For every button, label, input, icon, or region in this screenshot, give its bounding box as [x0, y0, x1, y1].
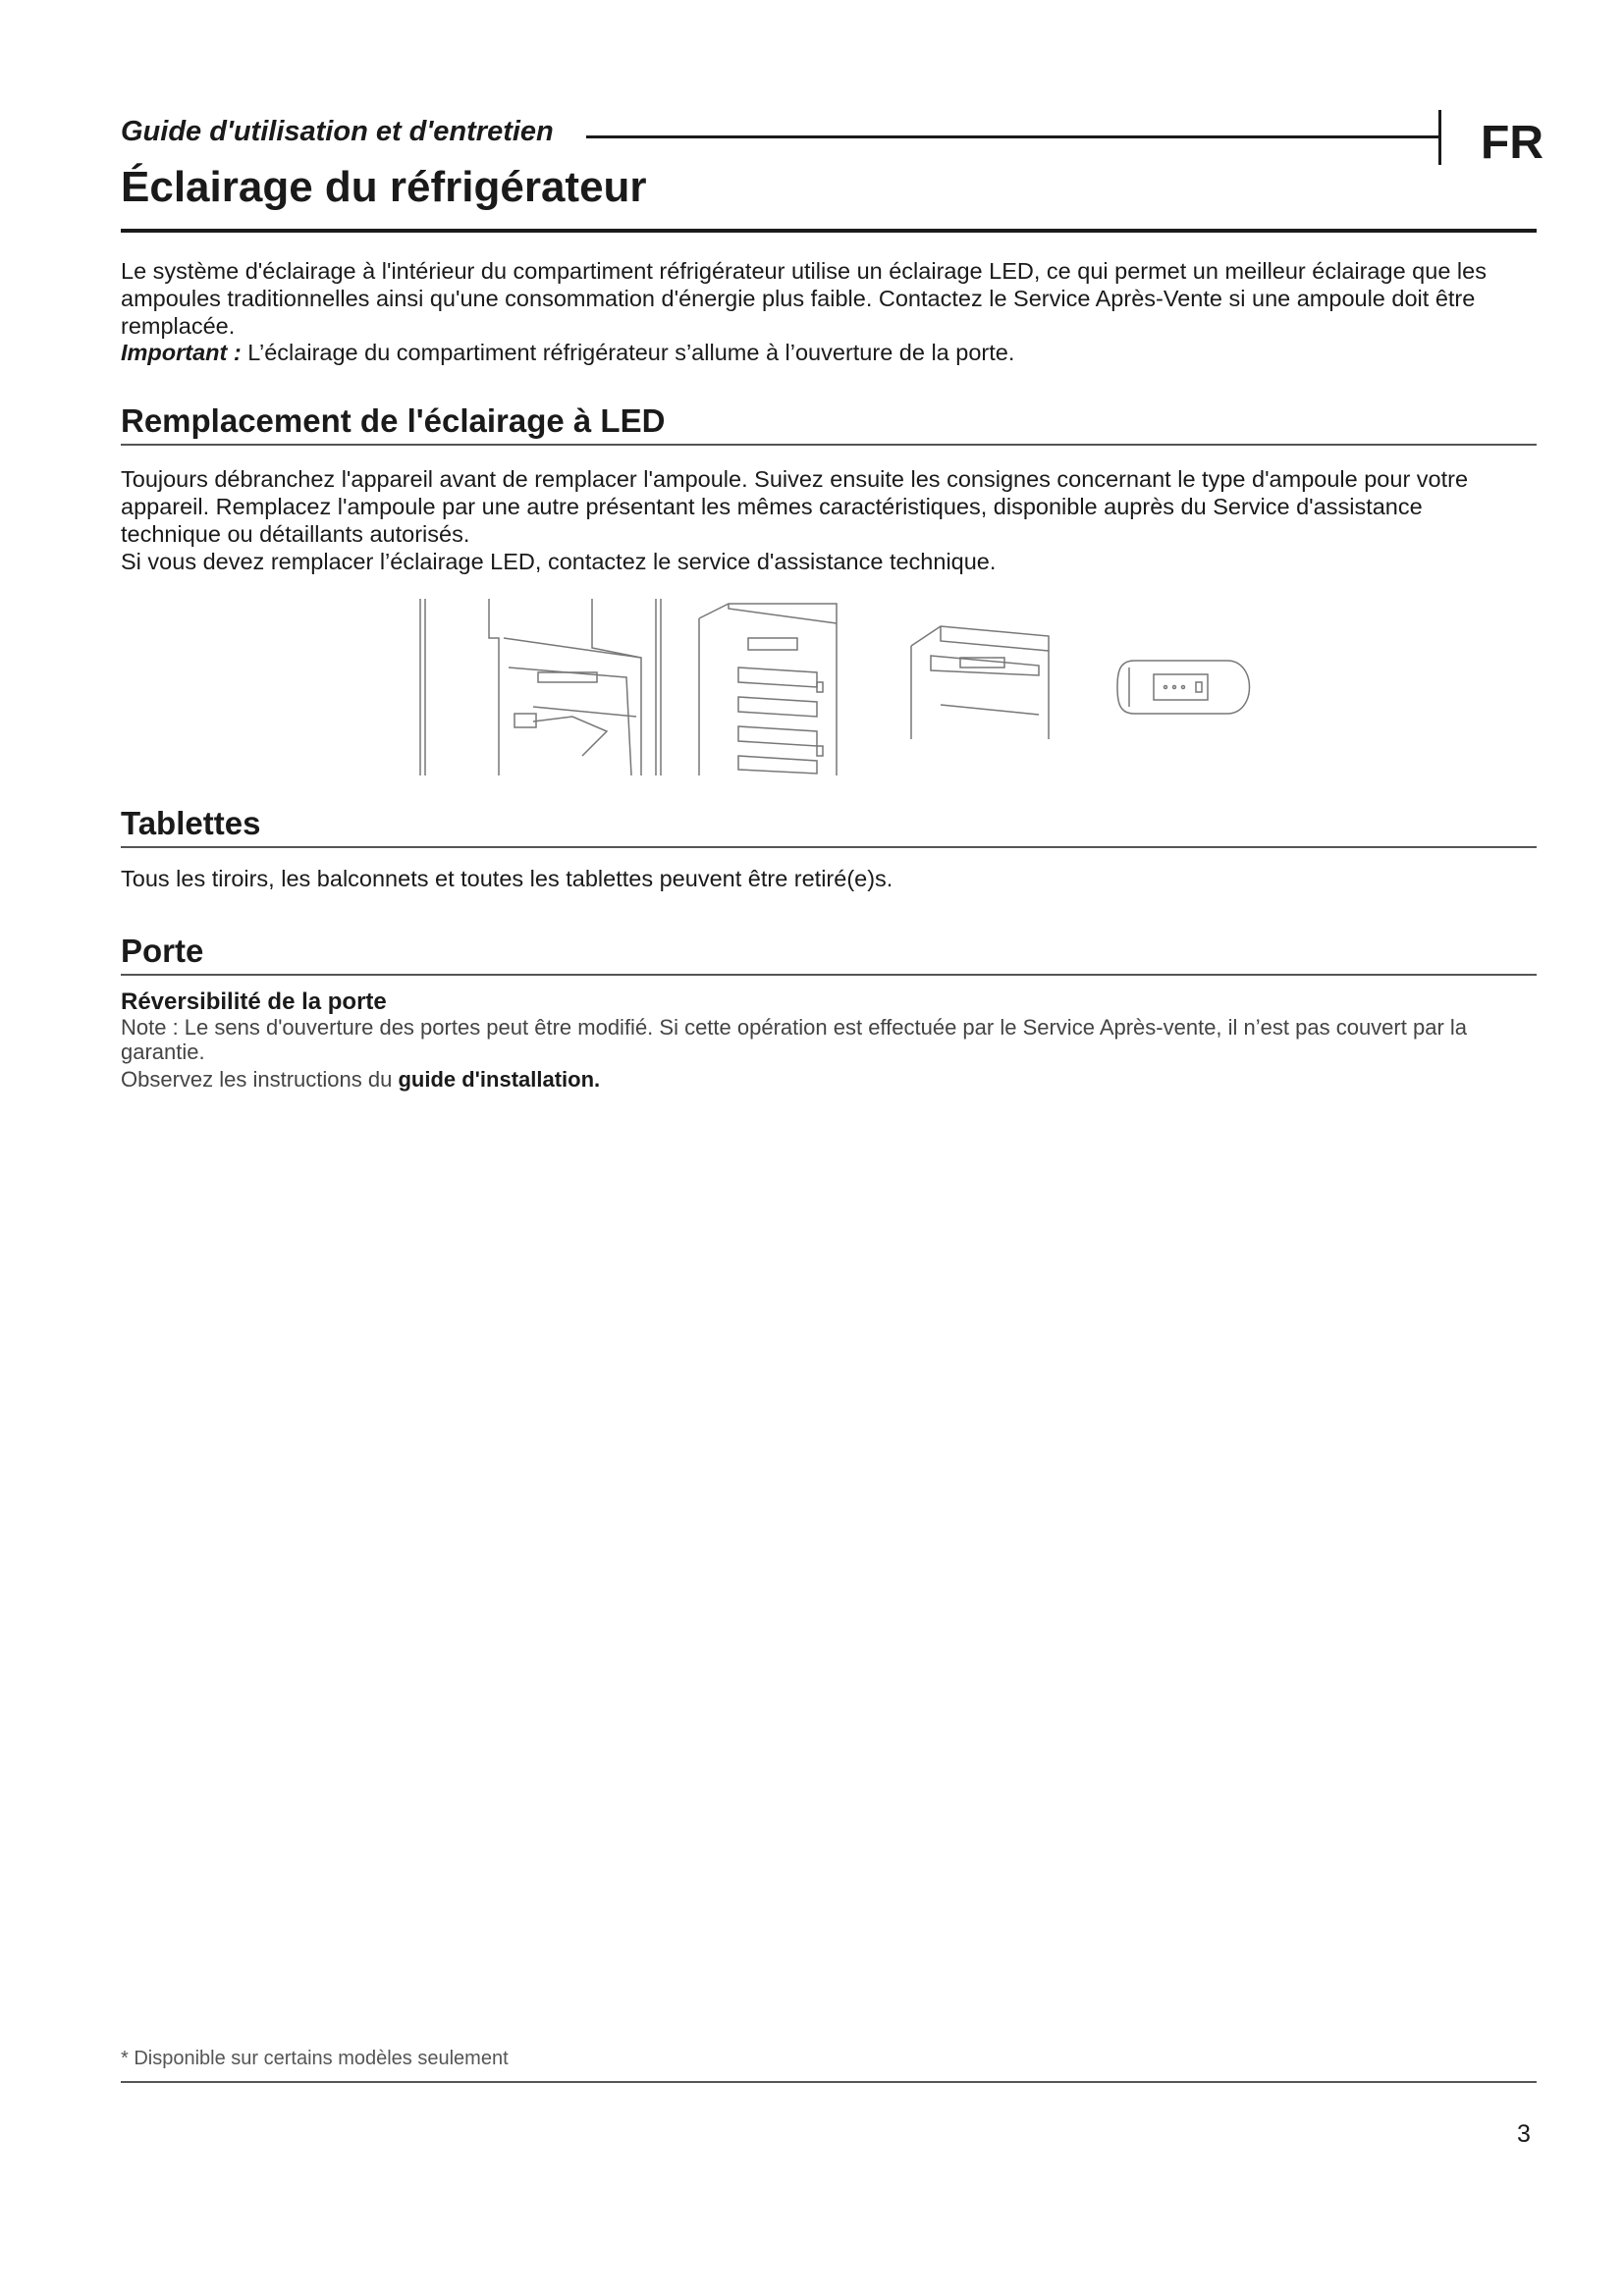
- page-title: Éclairage du réfrigérateur: [121, 163, 647, 211]
- page-number: 3: [1517, 2120, 1531, 2148]
- door-subtitle: Réversibilité de la porte: [121, 988, 387, 1015]
- door-instructions: [121, 1067, 1535, 1092]
- door-note: Note : Le sens d'ouverture des portes peut être modifié. Si cette opération est effectuée par le Service Après-vente, il n’est pas couvert par la garantie.: [121, 1015, 1468, 1064]
- important-text: L’éclairage du compartiment réfrigérateur s’allume à l’ouverture de la porte.: [241, 340, 1015, 365]
- title-rule: [121, 229, 1537, 233]
- door-section-title: Porte: [121, 933, 204, 969]
- shelves-paragraph: Tous les tiroirs, les balconnets et toutes les tablettes peuvent être retiré(e)s.: [121, 866, 893, 891]
- intro-paragraph: Le système d'éclairage à l'intérieur du compartiment réfrigérateur utilise un éclairage LED, ce qui permet un meilleur éclairage que les ampoules traditionnelles ainsi qu'une consommation d'énergie plus faible. Contactez le Service Après-Vente si une ampoule doit être remplacée.: [121, 258, 1487, 339]
- led-module-illustration: [1110, 653, 1267, 721]
- led-section-rule: [121, 444, 1537, 446]
- fridge-interior-illustration: [410, 599, 674, 775]
- led-section-title: Remplacement de l'éclairage à LED: [121, 402, 666, 439]
- header-rule: [586, 135, 1438, 138]
- led-paragraph-2: Si vous devez remplacer l’éclairage LED, contactez le service d'assistance technique.: [121, 549, 997, 574]
- fridge-shelves-illustration: [689, 599, 846, 775]
- instructions-prefix: Observez les instructions du: [121, 1067, 399, 1092]
- shelves-section-title: Tablettes: [121, 805, 261, 841]
- led-cover-removal-illustration: [901, 616, 1068, 744]
- door-section-rule: [121, 974, 1537, 976]
- important-label: Important :: [121, 340, 242, 365]
- footer-rule: [121, 2081, 1537, 2083]
- shelves-section-rule: [121, 846, 1537, 848]
- guide-label: Guide d'utilisation et d'entretien: [121, 116, 554, 147]
- installation-guide-reference: guide d'installation.: [398, 1067, 601, 1092]
- footnote: * Disponible sur certains modèles seulement: [121, 2048, 509, 2069]
- header-tick: [1438, 110, 1441, 165]
- important-note: [121, 339, 1525, 366]
- language-label: FR: [1481, 117, 1543, 169]
- led-paragraph: Toujours débranchez l'appareil avant de remplacer l'ampoule. Suivez ensuite les consignes concernant le type d'ampoule pour votre appareil. Remplacez l'ampoule par une autre présentant les mêmes caractéristiques, disponible auprès du Service d'assistance technique ou détaillants autorisés.: [121, 466, 1469, 547]
